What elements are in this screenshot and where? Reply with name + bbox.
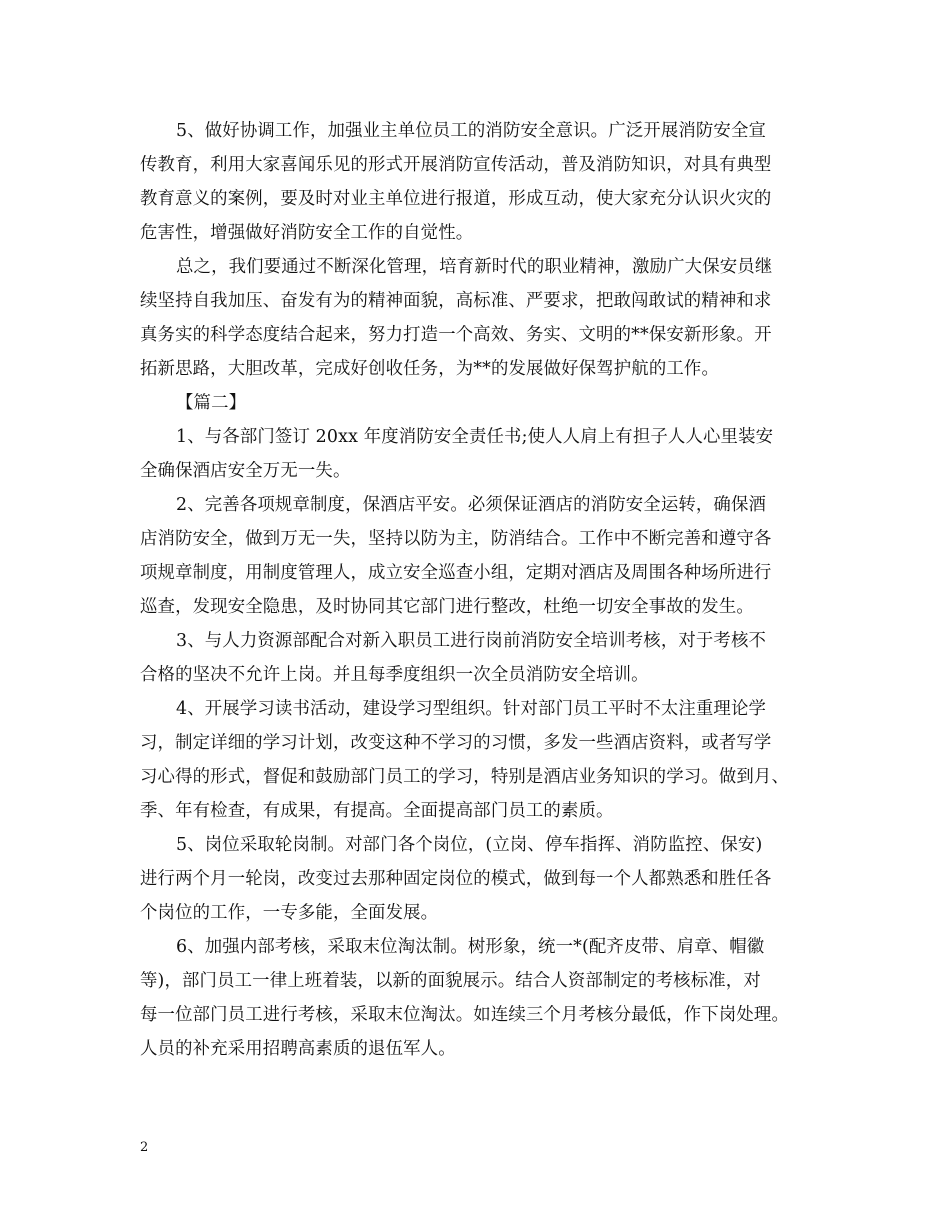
text-line: 5、做好协调工作，加强业主单位员工的消防安全意识。广泛开展消防安全宣 bbox=[176, 121, 767, 141]
text-line: 进行两个月一轮岗，改变过去那种固定岗位的模式，做到每一个人都熟悉和胜任各 bbox=[140, 869, 772, 889]
text-line: 【篇二】 bbox=[176, 393, 247, 413]
paragraph-item-4-study bbox=[140, 692, 812, 828]
text-line: 续坚持自我加压、奋发有为的精神面貌，高标准、严要求，把敢闯敢试的精神和求 bbox=[140, 291, 772, 311]
text-line: 全确保酒店安全万无一失。 bbox=[140, 461, 351, 481]
text-line: 等)，部门员工一律上班着装，以新的面貌展示。结合人资部制定的考核标准，对 bbox=[140, 971, 761, 991]
text-line: 合格的坚决不允许上岗。并且每季度组织一次全员消防安全培训。 bbox=[140, 665, 649, 685]
page-number: 2 bbox=[140, 1140, 149, 1155]
paragraph-item-1-responsibility bbox=[140, 420, 812, 488]
document-body bbox=[140, 114, 812, 1066]
text-line: 习，制定详细的学习计划，改变这种不学习的习惯，多发一些酒店资料，或者写学 bbox=[140, 733, 772, 753]
text-line: 真务实的科学态度结合起来，努力打造一个高效、务实、文明的**保安新形象。开 bbox=[140, 325, 772, 345]
text-line: 每一位部门员工进行考核，采取末位淘汰。如连续三个月考核分最低，作下岗处理。 bbox=[140, 1005, 790, 1025]
text-line: 习心得的形式，督促和鼓励部门员工的学习，特别是酒店业务知识的学习。做到月、 bbox=[140, 767, 790, 787]
section-heading-part-two bbox=[140, 386, 812, 420]
text-line: 传教育，利用大家喜闻乐见的形式开展消防宣传活动，普及消防知识，对具有典型 bbox=[140, 155, 772, 175]
text-line: 6、加强内部考核，采取末位淘汰制。树形象，统一*(配齐皮带、肩章、帽徽 bbox=[176, 937, 765, 957]
paragraph-item-2-rules bbox=[140, 488, 812, 624]
text-line: 4、开展学习读书活动，建设学习型组织。针对部门员工平时不太注重理论学 bbox=[176, 699, 767, 719]
text-line: 教育意义的案例，要及时对业主单位进行报道，形成互动，使大家充分认识火灾的 bbox=[140, 189, 772, 209]
paragraph-item-5-coordination bbox=[140, 114, 812, 250]
text-line: 店消防安全，做到万无一失，坚持以防为主，防消结合。工作中不断完善和遵守各 bbox=[140, 529, 772, 549]
text-line: 总之，我们要通过不断深化管理，培育新时代的职业精神，激励广大保安员继 bbox=[176, 257, 773, 277]
text-line: 1、与各部门签订 20xx 年度消防安全责任书;使人人肩上有担子人人心里装安 bbox=[176, 427, 774, 447]
text-line: 个岗位的工作，一专多能，全面发展。 bbox=[140, 903, 439, 923]
text-line: 5、岗位采取轮岗制。对部门各个岗位，(立岗、停车指挥、消防监控、保安) bbox=[176, 835, 763, 855]
text-line: 3、与人力资源部配合对新入职员工进行岗前消防安全培训考核，对于考核不 bbox=[176, 631, 767, 651]
text-line: 巡查，发现安全隐患，及时协同其它部门进行整改，杜绝一切安全事故的发生。 bbox=[140, 597, 754, 617]
text-line: 人员的补充采用招聘高素质的退伍军人。 bbox=[140, 1039, 456, 1059]
paragraph-item-6-assessment bbox=[140, 930, 812, 1066]
paragraph-item-3-training bbox=[140, 624, 812, 692]
text-line: 危害性，增强做好消防安全工作的自觉性。 bbox=[140, 223, 474, 243]
text-line: 2、完善各项规章制度，保酒店平安。必须保证酒店的消防安全运转，确保酒 bbox=[176, 495, 767, 515]
text-line: 项规章制度，用制度管理人，成立安全巡查小组，定期对酒店及周围各种场所进行 bbox=[140, 563, 772, 583]
paragraph-item-5-rotation bbox=[140, 828, 812, 930]
paragraph-summary bbox=[140, 250, 812, 386]
text-line: 拓新思路，大胆改革，完成好创收任务，为**的发展做好保驾护航的工作。 bbox=[140, 359, 719, 379]
text-line: 季、年有检查，有成果，有提高。全面提高部门员工的素质。 bbox=[140, 801, 614, 821]
